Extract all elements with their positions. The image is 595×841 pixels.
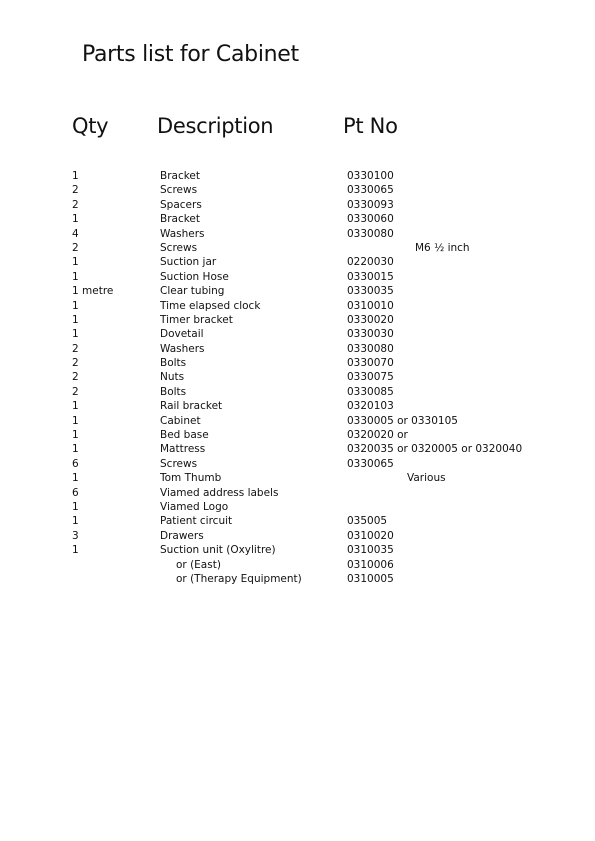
table-row	[0, 428, 595, 442]
description-cell: Rail bracket	[160, 400, 223, 413]
qty-cell: 2	[72, 342, 79, 355]
part-number-cell: 0330035	[347, 285, 394, 298]
qty-cell: 3	[72, 529, 79, 542]
part-number-cell: 0330065	[347, 184, 394, 197]
description-cell: Screws	[160, 241, 198, 254]
page-title: Parts list for Cabinet	[82, 42, 299, 67]
description-cell: Washers	[160, 342, 205, 355]
part-number-cell: Various	[407, 472, 446, 485]
table-row	[0, 514, 595, 528]
table-row	[0, 370, 595, 384]
description-cell: Washers	[160, 227, 205, 240]
header-description: Description	[157, 114, 274, 138]
qty-cell: 6	[72, 457, 79, 470]
description-cell: Screws	[160, 457, 198, 470]
part-number-cell: 0330100	[347, 170, 394, 182]
qty-cell: 1	[72, 515, 79, 528]
qty-cell: 6	[72, 486, 79, 499]
description-cell: Bracket	[160, 170, 201, 182]
table-row	[0, 543, 595, 557]
part-number-cell: 0330020	[347, 313, 394, 326]
qty-cell: 1	[72, 500, 79, 513]
description-cell: Suction Hose	[160, 270, 229, 283]
table-row	[0, 198, 595, 212]
qty-cell: 1	[72, 213, 79, 226]
table-row	[0, 399, 595, 413]
description-cell: or (Therapy Equipment)	[176, 572, 302, 585]
description-cell: Suction jar	[160, 256, 217, 269]
description-cell: Spacers	[160, 198, 202, 211]
qty-cell: 1	[72, 429, 79, 442]
part-number-cell: 0330085	[347, 385, 394, 398]
table-row	[0, 299, 595, 313]
qty-cell: 1 metre	[72, 285, 114, 298]
table-row	[0, 442, 595, 456]
qty-cell: 1	[72, 472, 79, 485]
table-row	[0, 486, 595, 500]
table-row	[0, 241, 595, 255]
qty-cell: 1	[72, 414, 79, 427]
part-number-cell: 0330075	[347, 371, 394, 384]
part-number-cell: 0330060	[347, 213, 394, 226]
description-cell: Bolts	[160, 385, 187, 398]
description-cell: or (East)	[176, 558, 221, 571]
table-row	[0, 284, 595, 298]
part-number-cell: 0320035 or 0320005 or 0320040	[347, 443, 523, 456]
part-number-cell: 0310010	[347, 299, 394, 312]
qty-cell: 1	[72, 544, 79, 557]
description-cell: Nuts	[160, 371, 185, 384]
part-number-cell: 0310020	[347, 529, 394, 542]
description-cell: Time elapsed clock	[160, 299, 261, 312]
qty-cell: 2	[72, 357, 79, 370]
qty-cell: 1	[72, 170, 79, 182]
table-row	[0, 414, 595, 428]
description-cell: Dovetail	[160, 328, 204, 341]
table-row	[0, 529, 595, 543]
table-row	[0, 457, 595, 471]
header-qty: Qty	[72, 114, 109, 138]
table-row	[0, 169, 595, 183]
table-row	[0, 313, 595, 327]
qty-cell: 2	[72, 198, 79, 211]
description-cell: Tom Thumb	[160, 472, 222, 485]
part-number-cell: 0330030	[347, 328, 394, 341]
qty-cell: 2	[72, 385, 79, 398]
part-number-cell: 0310006	[347, 558, 394, 571]
table-row	[0, 183, 595, 197]
description-cell: Viamed address labels	[160, 486, 279, 499]
part-number-cell: 0310035	[347, 544, 394, 557]
description-cell: Bolts	[160, 357, 187, 370]
table-row	[0, 227, 595, 241]
description-cell: Drawers	[160, 529, 204, 542]
table-row	[0, 385, 595, 399]
table-row	[0, 471, 595, 485]
qty-cell: 1	[72, 270, 79, 283]
table-row	[0, 558, 595, 572]
table-row	[0, 270, 595, 284]
description-cell: Suction unit (Oxylitre)	[160, 544, 276, 557]
part-number-cell: 0330080	[347, 227, 394, 240]
table-row	[0, 327, 595, 341]
table-row	[0, 500, 595, 514]
part-number-cell: M6 ½ inch	[415, 241, 470, 254]
qty-cell: 1	[72, 400, 79, 413]
part-number-cell: 0330005 or 0330105	[347, 414, 458, 427]
qty-cell: 1	[72, 299, 79, 312]
part-number-cell: 0330080	[347, 342, 394, 355]
qty-cell: 2	[72, 241, 79, 254]
table-row	[0, 356, 595, 370]
qty-cell: 4	[72, 227, 79, 240]
part-number-cell: 0320020 or	[347, 429, 408, 442]
header-part-no: Pt No	[343, 114, 398, 138]
description-cell: Bracket	[160, 213, 201, 226]
description-cell: Timer bracket	[160, 313, 233, 326]
qty-cell: 1	[72, 328, 79, 341]
parts-list	[0, 169, 595, 586]
part-number-cell: 0330093	[347, 198, 394, 211]
description-cell: Patient circuit	[160, 515, 233, 528]
table-row	[0, 342, 595, 356]
description-cell: Bed base	[160, 429, 209, 442]
part-number-cell: 0330015	[347, 270, 394, 283]
part-number-cell: 0310005	[347, 572, 394, 585]
qty-cell: 2	[72, 184, 79, 197]
description-cell: Cabinet	[160, 414, 201, 427]
qty-cell: 1	[72, 443, 79, 456]
qty-cell: 1	[72, 256, 79, 269]
description-cell: Clear tubing	[160, 285, 225, 298]
qty-cell: 2	[72, 371, 79, 384]
qty-cell: 1	[72, 313, 79, 326]
description-cell: Mattress	[160, 443, 206, 456]
part-number-cell: 0330070	[347, 357, 394, 370]
part-number-cell: 0320103	[347, 400, 394, 413]
description-cell: Viamed Logo	[160, 500, 229, 513]
part-number-cell: 0220030	[347, 256, 394, 269]
description-cell: Screws	[160, 184, 198, 197]
part-number-cell: 035005	[347, 515, 388, 528]
part-number-cell: 0330065	[347, 457, 394, 470]
table-row	[0, 212, 595, 226]
table-row	[0, 255, 595, 269]
table-row	[0, 572, 595, 586]
